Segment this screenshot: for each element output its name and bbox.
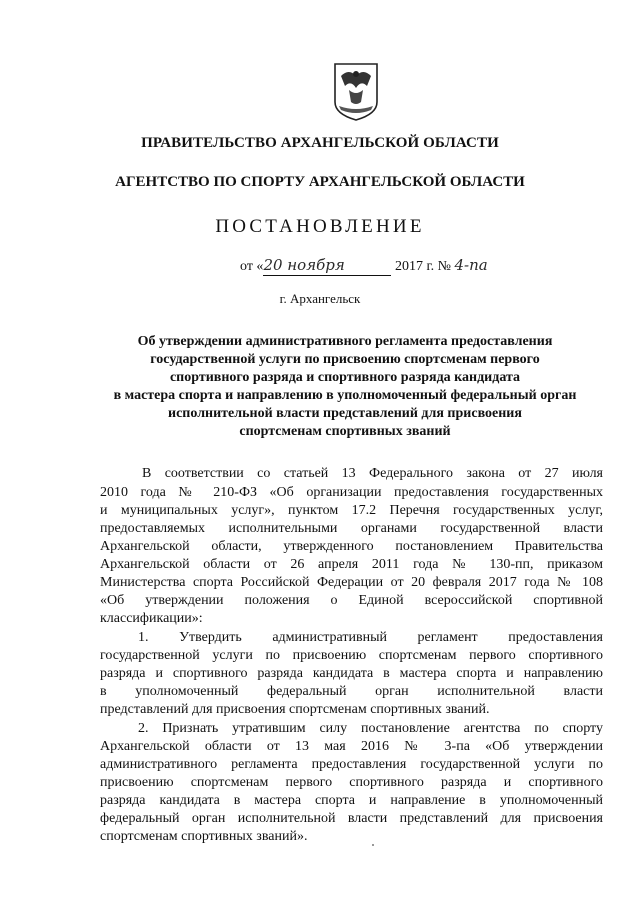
date-number-line — [240, 256, 488, 276]
title-line: спортсменам спортивных званий — [239, 424, 451, 439]
body-line: классификации»: — [100, 611, 203, 626]
handwritten-date: 20 ноября — [263, 256, 345, 274]
title-line: в мастера спорта и направлению в уполномоченный федеральный орган — [113, 388, 577, 403]
body-line: присвоению спортсменам первого спортивного разряда и спортивного — [100, 775, 603, 790]
body-line: спортсменам спортивных званий». — [100, 829, 308, 844]
body-line: 2010 года № 210-ФЗ «Об организации предоставления государственных — [100, 485, 603, 500]
body-line: государственной услуги по присвоению спортсменам первого спортивного — [100, 648, 603, 663]
city: г. Архангельск — [279, 291, 361, 306]
date-blank — [263, 256, 391, 276]
body-line: Архангельской области от 13 мая 2016 № 3-па «Об утверждении — [100, 739, 603, 754]
body-line: в уполномоченный федеральный орган исполнительной власти — [100, 684, 603, 699]
body-line: федеральный орган исполнительной власти представлений для присвоения — [100, 811, 603, 826]
body-line: «Об утверждении положения о Единой всероссийской спортивной — [100, 593, 603, 608]
coat-of-arms-emblem — [331, 62, 381, 122]
body-line: административного регламента предоставления государственной услуги по — [100, 757, 603, 772]
handwritten-number: 4-па — [454, 256, 488, 274]
document-title — [95, 333, 595, 441]
scan-speck — [372, 844, 374, 846]
body-line: Архангельской области, утвержденного постановлением Правительства — [100, 539, 603, 554]
government-name: ПРАВИТЕЛЬСТВО АРХАНГЕЛЬСКОЙ ОБЛАСТИ — [141, 135, 499, 151]
body-line: разряда и спортивного разряда кандидата в мастера спорта и направлению — [100, 666, 603, 681]
date-year: 2017 г. № — [394, 259, 451, 274]
body-line: представлений для присвоения спортсменам спортивных званий. — [100, 702, 490, 717]
body-line: и муниципальных услуг», пунктом 17.2 Перечня государственных услуг, — [100, 503, 603, 518]
body-line: Архангельской области от 26 апреля 2011 года № 130-пп, приказом — [100, 557, 603, 572]
body-line: 2. Признать утратившим силу постановление агентства по спорту — [138, 721, 603, 736]
body-line: Министерства спорта Российской Федерации от 20 февраля 2017 года № 108 — [100, 575, 603, 590]
title-line: государственной услуги по присвоению спортсменам первого — [150, 352, 540, 367]
title-line: исполнительной власти представлений для присвоения — [168, 406, 522, 421]
agency-name: АГЕНТСТВО ПО СПОРТУ АРХАНГЕЛЬСКОЙ ОБЛАСТИ — [115, 174, 525, 190]
title-line: Об утверждении административного регламента предоставления — [137, 334, 553, 349]
date-prefix: от « — [240, 259, 264, 274]
document-type: ПОСТАНОВЛЕНИЕ — [215, 216, 425, 237]
body-line: В соответствии со статьей 13 Федерального закона от 27 июля — [142, 466, 603, 481]
body-line: предоставляемых исполнительными органами государственной власти — [100, 521, 603, 536]
body-line: 1. Утвердить административный регламент предоставления — [138, 630, 603, 645]
body-line: разряда кандидата в мастера спорта и направление в уполномоченный — [100, 793, 603, 808]
title-line: спортивного разряда и спортивного разряда кандидата — [169, 370, 521, 385]
